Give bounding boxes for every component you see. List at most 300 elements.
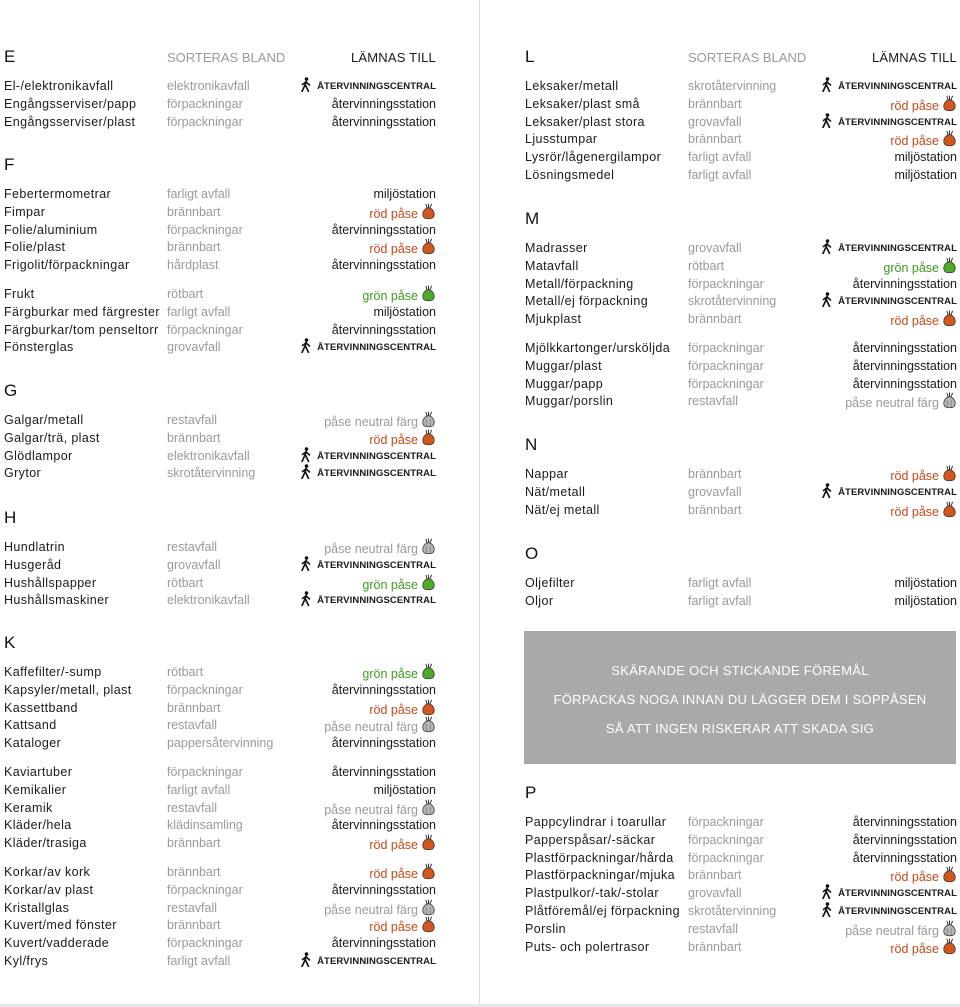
sorted-as: brännbart xyxy=(167,836,221,851)
drop-off-destination: miljöstation xyxy=(373,782,436,797)
drop-off xyxy=(890,501,957,523)
sorted-as: brännbart xyxy=(167,700,221,715)
sorted-as: restavfall xyxy=(167,900,218,915)
list-item xyxy=(525,920,957,938)
item-name: Nät/metall xyxy=(525,484,586,499)
list-item xyxy=(525,902,957,920)
list-item xyxy=(525,465,957,483)
item-name: Mjölkkartonger/ursköljda xyxy=(525,341,671,355)
item-name: Pappcylindrar i toarullar xyxy=(525,815,667,829)
list-item xyxy=(4,816,436,834)
list-item xyxy=(4,781,436,799)
drop-off xyxy=(373,781,436,799)
section-letter: E xyxy=(4,47,16,66)
item-name: Hushållsmaskiner xyxy=(4,593,110,608)
sorted-as: grovavfall xyxy=(167,340,221,355)
item-name: Kaffefilter/-sump xyxy=(4,665,102,679)
sorted-as: förpackningar xyxy=(688,341,764,355)
sorted-as: farligt avfall xyxy=(167,187,231,201)
drop-off-destination: röd påse xyxy=(890,98,939,113)
item-name: Matavfall xyxy=(525,258,579,273)
drop-off-destination: röd påse xyxy=(890,504,939,519)
section-letter: O xyxy=(525,544,539,563)
drop-off xyxy=(894,148,957,166)
item-name: Porslin xyxy=(525,921,567,936)
item-name: Kaviartuber xyxy=(4,765,73,779)
drop-off-destination: påse neutral färg xyxy=(324,802,418,817)
list-item xyxy=(525,95,957,113)
sorted-as: restavfall xyxy=(167,413,218,427)
sorted-as: rötbart xyxy=(167,575,204,590)
drop-off xyxy=(853,849,957,867)
drop-off-destination: röd påse xyxy=(890,314,939,329)
list-item xyxy=(4,681,436,699)
list-item xyxy=(4,538,436,556)
list-item xyxy=(525,884,957,902)
drop-off-destination: ÅTERVINNINGSCENTRAL xyxy=(317,468,436,480)
item-name: Hushållspapper xyxy=(4,575,97,590)
drop-off-destination: återvinningsstation xyxy=(331,114,436,129)
list-item xyxy=(4,699,436,717)
item-name: Muggar/plast xyxy=(525,358,603,373)
section-letter: F xyxy=(4,155,15,174)
sorted-as: förpackningar xyxy=(688,832,764,847)
sorted-as: brännbart xyxy=(688,868,742,883)
item-name: Kataloger xyxy=(4,736,62,751)
red-bag-icon xyxy=(942,938,957,960)
drop-off xyxy=(332,734,436,752)
drop-off-destination: grön påse xyxy=(362,577,418,592)
item-name: Muggar/porslin xyxy=(525,394,614,409)
red-bag-icon xyxy=(942,501,957,523)
drop-off xyxy=(845,392,957,414)
item-name: Oljor xyxy=(525,593,554,608)
item-name: Färgburkar med färgrester xyxy=(4,304,160,319)
drop-off-destination: återvinningsstation xyxy=(331,818,436,833)
drop-off-destination: ÅTERVINNINGSCENTRAL xyxy=(838,81,957,92)
list-item xyxy=(4,574,436,592)
drop-off xyxy=(853,831,957,849)
sorted-as: rötbart xyxy=(167,665,204,679)
list-item xyxy=(4,338,436,356)
drop-off-destination: grön påse xyxy=(362,667,418,681)
sorted-as: skrotåtervinning xyxy=(688,79,777,93)
drop-off-destination: återvinningsstation xyxy=(331,258,436,273)
sorted-as: farligt avfall xyxy=(167,954,231,968)
sorted-as: elektronikavfall xyxy=(167,79,250,93)
drop-off-destination: röd påse xyxy=(369,432,418,447)
drop-off xyxy=(332,763,436,781)
list-item xyxy=(4,663,436,681)
sorted-as: förpackningar xyxy=(167,765,243,779)
sorted-as: farligt avfall xyxy=(688,150,752,165)
item-name: Kyl/frys xyxy=(4,954,49,968)
sorted-as: restavfall xyxy=(167,718,218,733)
drop-off-destination: röd påse xyxy=(369,838,418,853)
drop-off-destination: röd påse xyxy=(369,702,418,717)
item-name: Kattsand xyxy=(4,718,57,733)
list-item xyxy=(525,574,957,592)
drop-off-destination: röd påse xyxy=(890,870,939,885)
sorted-as: farligt avfall xyxy=(688,168,752,182)
list-item xyxy=(4,834,436,852)
list-item xyxy=(4,185,436,203)
item-name: Lösningsmedel xyxy=(525,168,615,182)
drop-off-destination: återvinningsstation xyxy=(331,936,436,951)
right-column xyxy=(525,0,957,1007)
list-item xyxy=(525,239,957,257)
item-name: Nät/ej metall xyxy=(525,502,600,517)
sorted-as: förpackningar xyxy=(167,96,243,111)
sorted-as: förpackningar xyxy=(167,882,243,897)
list-item xyxy=(4,113,436,131)
list-item xyxy=(525,938,957,956)
person-icon xyxy=(300,338,312,358)
sorted-as: rötbart xyxy=(167,287,204,301)
item-name: Plåtföremål/ej förpackning xyxy=(525,904,680,918)
drop-off xyxy=(373,303,436,321)
header-sorted-as: SORTERAS BLAND xyxy=(167,50,286,65)
sorted-as: förpackningar xyxy=(167,936,243,951)
drop-off-destination: påse neutral färg xyxy=(845,923,939,938)
item-name: Leksaker/metall xyxy=(525,79,619,93)
drop-off-destination: återvinningsstation xyxy=(331,682,436,697)
item-name: Engångsserviser/papp xyxy=(4,96,137,111)
drop-off xyxy=(332,95,436,113)
sorted-as: restavfall xyxy=(167,540,218,554)
drop-off-destination: miljöstation xyxy=(373,304,436,319)
item-name: Kristallglas xyxy=(4,900,70,915)
item-name: Engångsserviser/plast xyxy=(4,114,136,129)
sorted-as: förpackningar xyxy=(167,322,243,337)
drop-off xyxy=(332,681,436,699)
item-name: Glödlampor xyxy=(4,448,73,463)
list-item xyxy=(525,113,957,131)
list-item xyxy=(4,411,436,429)
item-name: Kläder/hela xyxy=(4,818,72,833)
sorted-as: förpackningar xyxy=(688,850,764,865)
list-item xyxy=(525,501,957,519)
list-item xyxy=(4,734,436,752)
item-name: Lysrör/lågenergilampor xyxy=(525,150,662,165)
item-name: Metall/förpackning xyxy=(525,276,634,291)
item-name: El-/elektronikavfall xyxy=(4,79,114,93)
drop-off-destination: återvinningsstation xyxy=(852,376,957,391)
sorted-as: hårdplast xyxy=(167,258,219,273)
list-item xyxy=(525,339,957,357)
sorted-as: grovavfall xyxy=(167,557,221,572)
section-letter: G xyxy=(4,381,18,400)
drop-off-destination: miljöstation xyxy=(894,593,957,608)
sorted-as: elektronikavfall xyxy=(167,448,250,463)
drop-off-destination: påse neutral färg xyxy=(324,720,418,735)
page-divider xyxy=(479,0,480,1007)
drop-off-destination: återvinningsstation xyxy=(852,850,957,865)
sorted-as: skrotåtervinning xyxy=(167,466,256,481)
item-name: Husgeråd xyxy=(4,557,62,572)
sorted-as: farligt avfall xyxy=(688,593,752,608)
notice-line-3: SÅ ATT INGEN RISKERAR ATT SKADA SIG xyxy=(605,721,875,736)
item-name: Plastförpackningar/hårda xyxy=(525,850,674,865)
sorted-as: brännbart xyxy=(167,204,221,219)
sorted-as: restavfall xyxy=(167,800,218,815)
item-name: Febertermometrar xyxy=(4,187,112,201)
list-item xyxy=(525,831,957,849)
drop-off xyxy=(853,275,957,293)
drop-off-destination: ÅTERVINNINGSCENTRAL xyxy=(838,243,957,254)
list-item xyxy=(4,256,436,274)
sorted-as: brännbart xyxy=(167,430,221,445)
item-name: Plastpulkor/-tak/-stolar xyxy=(525,886,659,901)
sorted-as: förpackningar xyxy=(167,682,243,697)
drop-off xyxy=(890,310,957,332)
drop-off xyxy=(894,166,957,184)
list-item xyxy=(4,238,436,256)
section-letter: M xyxy=(525,209,540,228)
drop-off-destination: ÅTERVINNINGSCENTRAL xyxy=(838,486,957,498)
item-name: Leksaker/plast stora xyxy=(525,114,645,129)
drop-off-destination: röd påse xyxy=(369,206,418,221)
sorted-as: förpackningar xyxy=(688,815,764,829)
item-name: Kuvert/vadderade xyxy=(4,936,110,951)
item-name: Muggar/papp xyxy=(525,376,604,391)
item-name: Kapsyler/metall, plast xyxy=(4,682,132,697)
list-item xyxy=(525,592,957,610)
red-bag-icon xyxy=(421,834,436,856)
drop-off-destination: ÅTERVINNINGSCENTRAL xyxy=(838,906,957,917)
drop-off xyxy=(890,938,957,960)
list-item xyxy=(525,849,957,867)
item-name: Mjukplast xyxy=(525,312,582,327)
drop-off-destination: återvinningsstation xyxy=(852,815,957,829)
item-name: Oljefilter xyxy=(525,576,575,590)
drop-off xyxy=(373,185,436,203)
header-drop-off: LÄMNAS TILL xyxy=(871,50,957,65)
drop-off-destination: återvinningsstation xyxy=(331,765,436,779)
list-item xyxy=(4,863,436,881)
drop-off-destination: grön påse xyxy=(883,260,939,275)
sorted-as: restavfall xyxy=(688,394,739,409)
list-item xyxy=(4,556,436,574)
list-item xyxy=(4,716,436,734)
list-item xyxy=(4,77,436,95)
section-letter: K xyxy=(4,633,16,652)
drop-off-destination: röd påse xyxy=(369,242,418,257)
drop-off xyxy=(894,592,957,610)
sorted-as: skrotåtervinning xyxy=(688,904,777,918)
sorted-as: restavfall xyxy=(688,921,739,936)
list-item xyxy=(4,447,436,465)
sorted-as: farligt avfall xyxy=(167,304,231,319)
item-name: Kemikalier xyxy=(4,782,67,797)
list-item xyxy=(525,392,957,410)
sorted-as: grovavfall xyxy=(688,886,742,901)
drop-off-destination: påse neutral färg xyxy=(324,415,418,429)
sorted-as: brännbart xyxy=(688,96,742,111)
item-name: Färgburkar/tom penseltorr xyxy=(4,322,159,337)
item-name: Hundlatrin xyxy=(4,540,65,554)
list-item xyxy=(4,285,436,303)
list-item xyxy=(525,375,957,393)
sorted-as: förpackningar xyxy=(167,222,243,237)
drop-off xyxy=(300,952,436,972)
item-name: Frigolit/förpackningar xyxy=(4,258,130,273)
person-icon xyxy=(300,591,312,611)
item-name: Folie/aluminium xyxy=(4,222,98,237)
drop-off xyxy=(332,934,436,952)
list-item xyxy=(4,916,436,934)
list-item xyxy=(4,881,436,899)
sorted-as: brännbart xyxy=(688,312,742,327)
item-name: Papperspåsar/-säckar xyxy=(525,832,656,847)
sorted-as: brännbart xyxy=(688,132,742,147)
list-item xyxy=(525,357,957,375)
sorted-as: rötbart xyxy=(688,258,725,273)
drop-off-destination: påse neutral färg xyxy=(845,396,939,411)
list-item xyxy=(4,221,436,239)
drop-off-destination: röd påse xyxy=(369,920,418,935)
drop-off xyxy=(300,591,436,611)
drop-off xyxy=(853,339,957,357)
drop-off-destination: ÅTERVINNINGSCENTRAL xyxy=(317,559,436,571)
drop-off xyxy=(332,816,436,834)
drop-off xyxy=(369,834,436,856)
section-letter: H xyxy=(4,508,17,527)
sharp-objects-notice xyxy=(524,631,956,764)
sorted-as: brännbart xyxy=(688,467,742,481)
list-item xyxy=(525,866,957,884)
drop-off xyxy=(853,375,957,393)
sorted-as: brännbart xyxy=(167,865,221,879)
list-item xyxy=(4,429,436,447)
item-name: Fimpar xyxy=(4,204,46,219)
list-item xyxy=(525,130,957,148)
sorted-as: farligt avfall xyxy=(167,782,231,797)
drop-off-destination: återvinningsstation xyxy=(331,736,436,751)
sorted-as: förpackningar xyxy=(688,358,764,373)
drop-off xyxy=(332,256,436,274)
list-item xyxy=(525,483,957,501)
list-item xyxy=(525,275,957,293)
sorted-as: brännbart xyxy=(167,240,221,255)
sorted-as: grovavfall xyxy=(688,114,742,129)
left-column xyxy=(4,0,436,1007)
sorted-as: skrotåtervinning xyxy=(688,294,777,309)
item-name: Leksaker/plast små xyxy=(525,96,640,111)
sorted-as: brännbart xyxy=(688,939,742,954)
item-name: Nappar xyxy=(525,467,569,481)
sorted-as: förpackningar xyxy=(688,376,764,391)
list-item xyxy=(4,321,436,339)
list-item xyxy=(4,591,436,609)
list-item xyxy=(4,952,436,970)
drop-off-destination: återvinningsstation xyxy=(331,222,436,237)
item-name: Plastförpackningar/mjuka xyxy=(525,868,675,883)
list-item xyxy=(4,203,436,221)
drop-off-destination: ÅTERVINNINGSCENTRAL xyxy=(317,956,436,967)
drop-off-destination: återvinningsstation xyxy=(852,276,957,291)
list-item xyxy=(4,934,436,952)
drop-off-destination: ÅTERVINNINGSCENTRAL xyxy=(838,888,957,900)
section-letter: P xyxy=(525,783,537,802)
sorted-as: elektronikavfall xyxy=(167,593,250,608)
sorted-as: förpackningar xyxy=(167,114,243,129)
item-name: Keramik xyxy=(4,800,53,815)
person-icon xyxy=(300,952,312,972)
item-name: Puts- och polertrasor xyxy=(525,939,650,954)
drop-off xyxy=(300,464,436,484)
notice-line-1: SKÄRANDE OCH STICKANDE FÖREMÅL xyxy=(611,663,869,678)
drop-off-destination: ÅTERVINNINGSCENTRAL xyxy=(317,595,436,607)
drop-off xyxy=(894,574,957,592)
drop-off xyxy=(332,113,436,131)
sorted-as: brännbart xyxy=(167,918,221,933)
list-item xyxy=(4,303,436,321)
list-item xyxy=(525,257,957,275)
sorted-as: brännbart xyxy=(688,502,742,517)
list-item xyxy=(525,148,957,166)
item-name: Madrasser xyxy=(525,241,588,255)
drop-off-destination: påse neutral färg xyxy=(324,542,418,556)
drop-off-destination: återvinningsstation xyxy=(331,882,436,897)
sorted-as: grovavfall xyxy=(688,484,742,499)
drop-off-destination: miljöstation xyxy=(894,150,957,165)
drop-off-destination: återvinningsstation xyxy=(852,832,957,847)
drop-off-destination: miljöstation xyxy=(894,576,957,590)
drop-off-destination: röd påse xyxy=(890,941,939,956)
sorted-as: förpackningar xyxy=(688,276,764,291)
item-name: Kassettband xyxy=(4,700,78,715)
list-item xyxy=(525,166,957,184)
item-name: Galgar/trä, plast xyxy=(4,430,100,445)
drop-off-destination: miljöstation xyxy=(894,168,957,182)
drop-off xyxy=(332,221,436,239)
list-item xyxy=(4,899,436,917)
drop-off-destination: röd påse xyxy=(890,469,939,483)
list-item xyxy=(525,292,957,310)
drop-off xyxy=(853,813,957,831)
list-item xyxy=(4,95,436,113)
person-icon xyxy=(300,464,312,484)
item-name: Folie/plast xyxy=(4,240,66,255)
section-letter: L xyxy=(525,47,535,66)
drop-off xyxy=(332,881,436,899)
sorted-as: grovavfall xyxy=(688,241,742,255)
drop-off xyxy=(300,338,436,358)
item-name: Fönsterglas xyxy=(4,340,74,355)
list-item xyxy=(4,464,436,482)
item-name: Grytor xyxy=(4,466,42,481)
item-name: Frukt xyxy=(4,287,35,301)
drop-off-destination: påse neutral färg xyxy=(324,902,418,917)
item-name: Ljusstumpar xyxy=(525,132,598,147)
list-item xyxy=(4,799,436,817)
item-name: Kläder/trasiga xyxy=(4,836,87,851)
drop-off-destination: röd påse xyxy=(369,867,418,881)
drop-off-destination: ÅTERVINNINGSCENTRAL xyxy=(838,116,957,128)
sorted-as: pappersåtervinning xyxy=(167,736,274,751)
drop-off-destination: återvinningsstation xyxy=(331,322,436,337)
neutral-bag-icon xyxy=(942,392,957,414)
drop-off-destination: ÅTERVINNINGSCENTRAL xyxy=(317,450,436,462)
drop-off-destination: röd påse xyxy=(890,134,939,149)
drop-off-destination: ÅTERVINNINGSCENTRAL xyxy=(317,342,436,354)
red-bag-icon xyxy=(942,310,957,332)
drop-off xyxy=(332,321,436,339)
item-name: Korkar/av plast xyxy=(4,882,94,897)
item-name: Korkar/av kork xyxy=(4,865,91,879)
list-item xyxy=(525,77,957,95)
